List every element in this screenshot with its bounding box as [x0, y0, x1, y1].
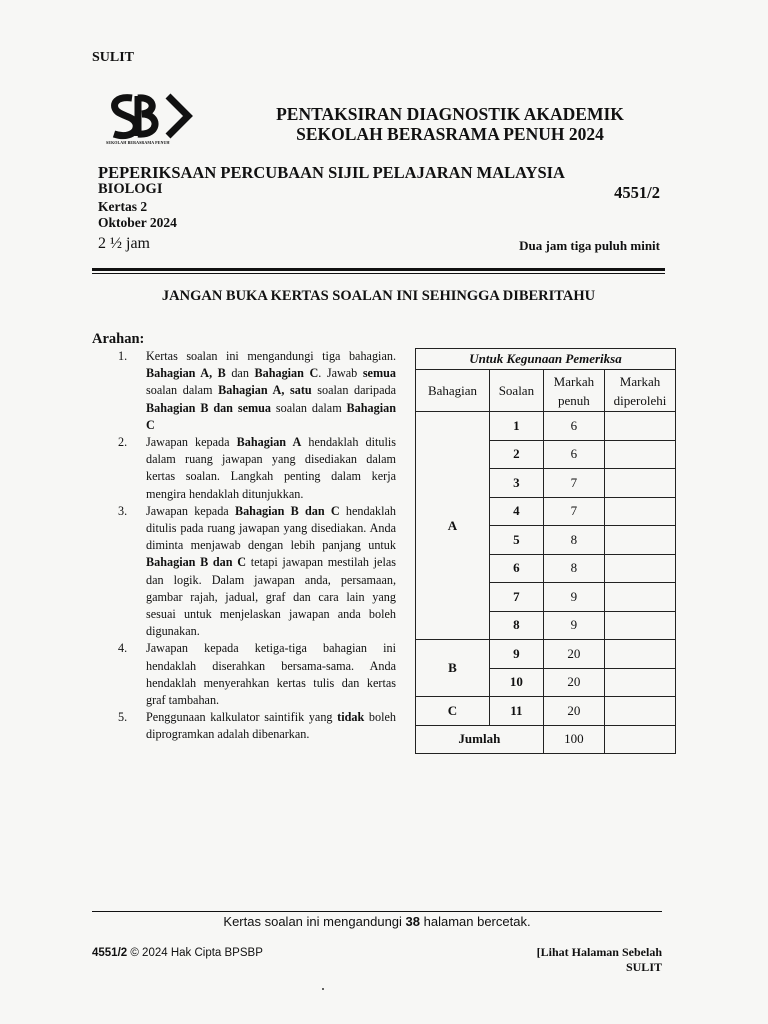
instruction-item [118, 640, 396, 709]
paper-number: Kertas 2 [98, 199, 148, 214]
instructions-heading: Arahan: [92, 331, 145, 347]
section-c-cell: C [416, 697, 490, 726]
question-number: 5 [490, 526, 544, 555]
full-marks: 8 [543, 554, 604, 583]
table-header-row [416, 370, 676, 412]
header-obtained-marks: Markah diperolehi [605, 370, 676, 412]
instruction-text: Jawapan kepada Bahagian A hendaklah ditulis dalam ruang jawapan yang disediakan dalam kertas soalan. Langkah penting dalam kerja mengira hendaklah ditunjukkan. [146, 435, 396, 501]
question-number: 10 [490, 668, 544, 697]
instruction-number: 5. [118, 710, 128, 725]
question-number: 11 [490, 697, 544, 726]
question-number: 3 [490, 469, 544, 498]
obtained-marks-field[interactable] [605, 668, 676, 697]
total-full-marks: 100 [543, 725, 604, 754]
full-marks: 20 [543, 640, 604, 669]
logo-caption: SEKOLAH BERASRAMA PENUH [106, 140, 170, 145]
question-number: 7 [490, 583, 544, 612]
question-number: 2 [490, 440, 544, 469]
page-count-note: Kertas soalan ini mengandungi 38 halaman bercetak. [223, 914, 531, 929]
instruction-item [118, 709, 396, 743]
obtained-marks-field[interactable] [605, 497, 676, 526]
obtained-marks-field[interactable] [605, 640, 676, 669]
header-question: Soalan [490, 370, 544, 412]
examiner-table-caption: Untuk Kegunaan Pemeriksa [416, 349, 676, 370]
instruction-number: 2. [118, 435, 128, 450]
obtained-marks-field[interactable] [605, 526, 676, 555]
obtained-marks-field[interactable] [605, 611, 676, 640]
total-obtained-field[interactable] [605, 725, 676, 754]
instruction-text: Jawapan kepada Bahagian B dan C hendaklah ditulis pada ruang jawapan yang disediakan. Anda diminta menjawab dengan lebih panjang untuk Bahagian B dan C tetapi jawapan mestilah jelas dan logik. Dalam jawapan anda, persamaan, gambar rajah, jadual, graf dan cara lain yang sesuai untuk menjelaskan jawapan anda boleh digunakan. [146, 503, 396, 639]
classification-top: SULIT [92, 50, 135, 65]
do-not-open-warning: JANGAN BUKA KERTAS SOALAN INI SEHINGGA DIBERITAHU [161, 288, 596, 304]
full-marks: 6 [543, 440, 604, 469]
obtained-marks-field[interactable] [605, 697, 676, 726]
instruction-item [118, 503, 396, 641]
full-marks: 20 [543, 697, 604, 726]
full-marks: 7 [543, 497, 604, 526]
full-marks: 8 [543, 526, 604, 555]
table-row [416, 640, 676, 669]
question-number: 4 [490, 497, 544, 526]
exam-name: PEPERIKSAAN PERCUBAAN SIJIL PELAJARAN MALAYSIA [98, 163, 565, 182]
question-number: 8 [490, 611, 544, 640]
duration: 2 ½ jam [98, 235, 150, 252]
footer-divider [92, 911, 662, 912]
section-b-cell: B [416, 640, 490, 697]
obtained-marks-field[interactable] [605, 440, 676, 469]
question-number: 6 [490, 554, 544, 583]
full-marks: 9 [543, 583, 604, 612]
duration-words: Dua jam tiga puluh minit [519, 238, 660, 253]
question-number: 9 [490, 640, 544, 669]
full-marks: 20 [543, 668, 604, 697]
full-marks: 9 [543, 611, 604, 640]
instruction-text: Penggunaan kalkulator saintifik yang tidak boleh diprogramkan adalah dibenarkan. [146, 710, 396, 742]
instruction-text: Jawapan kepada ketiga-tiga bahagian ini hendaklah diserahkan bersama-sama. Anda hendaklah menyerahkan kertas tulis dan kertas graf tambahan. [146, 641, 396, 708]
next-page-note: [Lihat Halaman Sebelah [536, 945, 662, 959]
obtained-marks-field[interactable] [605, 554, 676, 583]
classification-bottom: SULIT [625, 960, 662, 974]
subject: BIOLOGI [98, 181, 163, 197]
exam-month: Oktober 2024 [98, 215, 177, 230]
school-title: SEKOLAH BERASRAMA PENUH 2024 [296, 124, 604, 144]
obtained-marks-field[interactable] [605, 469, 676, 498]
total-label: Jumlah [416, 725, 544, 754]
header-divider [92, 268, 665, 271]
question-number: 1 [490, 412, 544, 441]
header-section: Bahagian [416, 370, 490, 412]
header-divider-thin [92, 273, 665, 274]
instruction-number: 1. [118, 349, 128, 363]
copyright: 4551/2 © 2024 Hak Cipta BPSBP [92, 947, 263, 959]
page-count: 38 [405, 914, 420, 929]
full-marks: 7 [543, 469, 604, 498]
examiner-table [415, 348, 676, 754]
instruction-item [118, 348, 396, 434]
assessment-title: PENTAKSIRAN DIAGNOSTIK AKADEMIK [276, 104, 624, 124]
full-marks: 6 [543, 412, 604, 441]
instruction-number: 3. [118, 503, 128, 518]
obtained-marks-field[interactable] [605, 412, 676, 441]
table-row [416, 412, 676, 441]
obtained-marks-field[interactable] [605, 583, 676, 612]
paper-code: 4551/2 [614, 183, 660, 202]
header-full-marks: Markah penuh [543, 370, 604, 412]
section-a-cell: A [416, 412, 490, 640]
table-row [416, 697, 676, 726]
instruction-number: 4. [118, 641, 128, 656]
instruction-item [118, 434, 396, 503]
instruction-text: Kertas soalan ini mengandungi tiga bahagian. Bahagian A, B dan Bahagian C. Jawab semua soalan dalam Bahagian A, satu soalan daripada Bahagian B dan semua soalan dalam Bahagian C [146, 349, 397, 432]
total-row [416, 725, 676, 754]
scan-speck [322, 988, 324, 990]
instructions-list [118, 348, 396, 744]
